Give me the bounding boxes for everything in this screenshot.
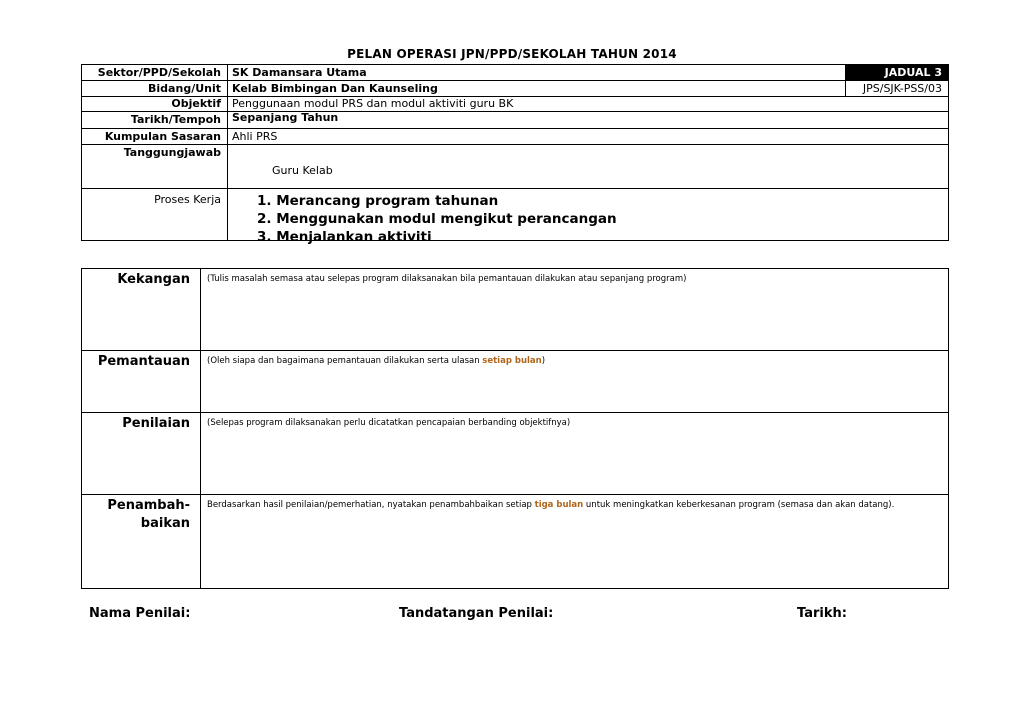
proses-step: 1. Merancang program tahunan <box>257 193 499 209</box>
tanggungjawab-label: Tanggungjawab <box>123 146 221 159</box>
row-objektif <box>82 97 948 112</box>
penambahbaikan-label-line2: baikan <box>140 516 190 531</box>
footer-tarikh: Tarikh: <box>797 606 847 621</box>
pemantauan-note <box>207 356 545 366</box>
penambahbaikan-highlight: tiga bulan <box>534 500 584 510</box>
jadual-badge: JADUAL 3 <box>845 65 948 80</box>
kumpulan-label: Kumpulan Sasaran <box>104 130 221 143</box>
proses-step: 2. Menggunakan modul mengikut perancangan <box>257 211 617 227</box>
pemantauan-note-end: ) <box>541 356 546 366</box>
document-code: JPS/SJK-PSS/03 <box>845 81 948 96</box>
bidang-label: Bidang/Unit <box>148 82 221 95</box>
kumpulan-value: Ahli PRS <box>232 130 278 143</box>
sektor-value: SK Damansara Utama <box>232 66 367 79</box>
page-title: PELAN OPERASI JPN/PPD/SEKOLAH TAHUN 2014 <box>347 47 677 61</box>
footer-nama-penilai: Nama Penilai: <box>89 606 191 621</box>
kekangan-note: (Tulis masalah semasa atau selepas program dilaksanakan bila pemantauan dilakukan atau sepanjang program) <box>207 274 687 284</box>
objektif-label: Objektif <box>171 97 221 110</box>
pemantauan-label: Pemantauan <box>97 354 190 369</box>
row-kumpulan <box>82 129 948 145</box>
row-kekangan <box>82 269 948 351</box>
proses-step: 3. Menjalankan aktiviti <box>257 229 432 245</box>
proses-kerja-label: Proses Kerja <box>154 193 221 206</box>
penambahbaikan-label <box>82 497 198 533</box>
row-sektor <box>82 65 948 81</box>
row-tanggungjawab <box>82 145 948 189</box>
penambahbaikan-label-line1: Penambah- <box>107 498 190 513</box>
row-penilaian <box>82 413 948 495</box>
penambahbaikan-note-end: untuk meningkatkan keberkesanan program (semasa dan akan datang). <box>583 500 895 510</box>
proses-steps-list <box>257 192 617 246</box>
penilaian-note: (Selepas program dilaksanakan perlu dicatatkan pencapaian berbanding objektifnya) <box>207 418 571 428</box>
sektor-label: Sektor/PPD/Sekolah <box>97 66 221 79</box>
row-pemantauan <box>82 351 948 413</box>
bidang-value: Kelab Bimbingan Dan Kaunseling <box>232 82 438 95</box>
tarikh-label: Tarikh/Tempoh <box>130 113 221 126</box>
objektif-value: Penggunaan modul PRS dan modul aktiviti guru BK <box>232 97 514 110</box>
row-penambahbaikan <box>82 495 948 588</box>
pemantauan-note-text: (Oleh siapa dan bagaimana pemantauan dilakukan serta ulasan <box>207 356 483 366</box>
tanggungjawab-value: Guru Kelab <box>272 164 333 177</box>
penambahbaikan-note <box>207 500 894 510</box>
pemantauan-highlight: setiap bulan <box>482 356 542 366</box>
kekangan-label: Kekangan <box>117 272 190 287</box>
row-tarikh <box>82 112 948 129</box>
row-proses-kerja <box>82 189 948 245</box>
row-bidang <box>82 81 948 97</box>
penambahbaikan-note-text: Berdasarkan hasil penilaian/pemerhatian, nyatakan penambahbaikan setiap <box>207 500 535 510</box>
info-table <box>81 64 949 245</box>
tarikh-value: Sepanjang Tahun <box>232 111 339 124</box>
evaluation-table <box>81 268 949 589</box>
penilaian-label: Penilaian <box>122 416 190 431</box>
footer-tandatangan-penilai: Tandatangan Penilai: <box>399 606 554 621</box>
